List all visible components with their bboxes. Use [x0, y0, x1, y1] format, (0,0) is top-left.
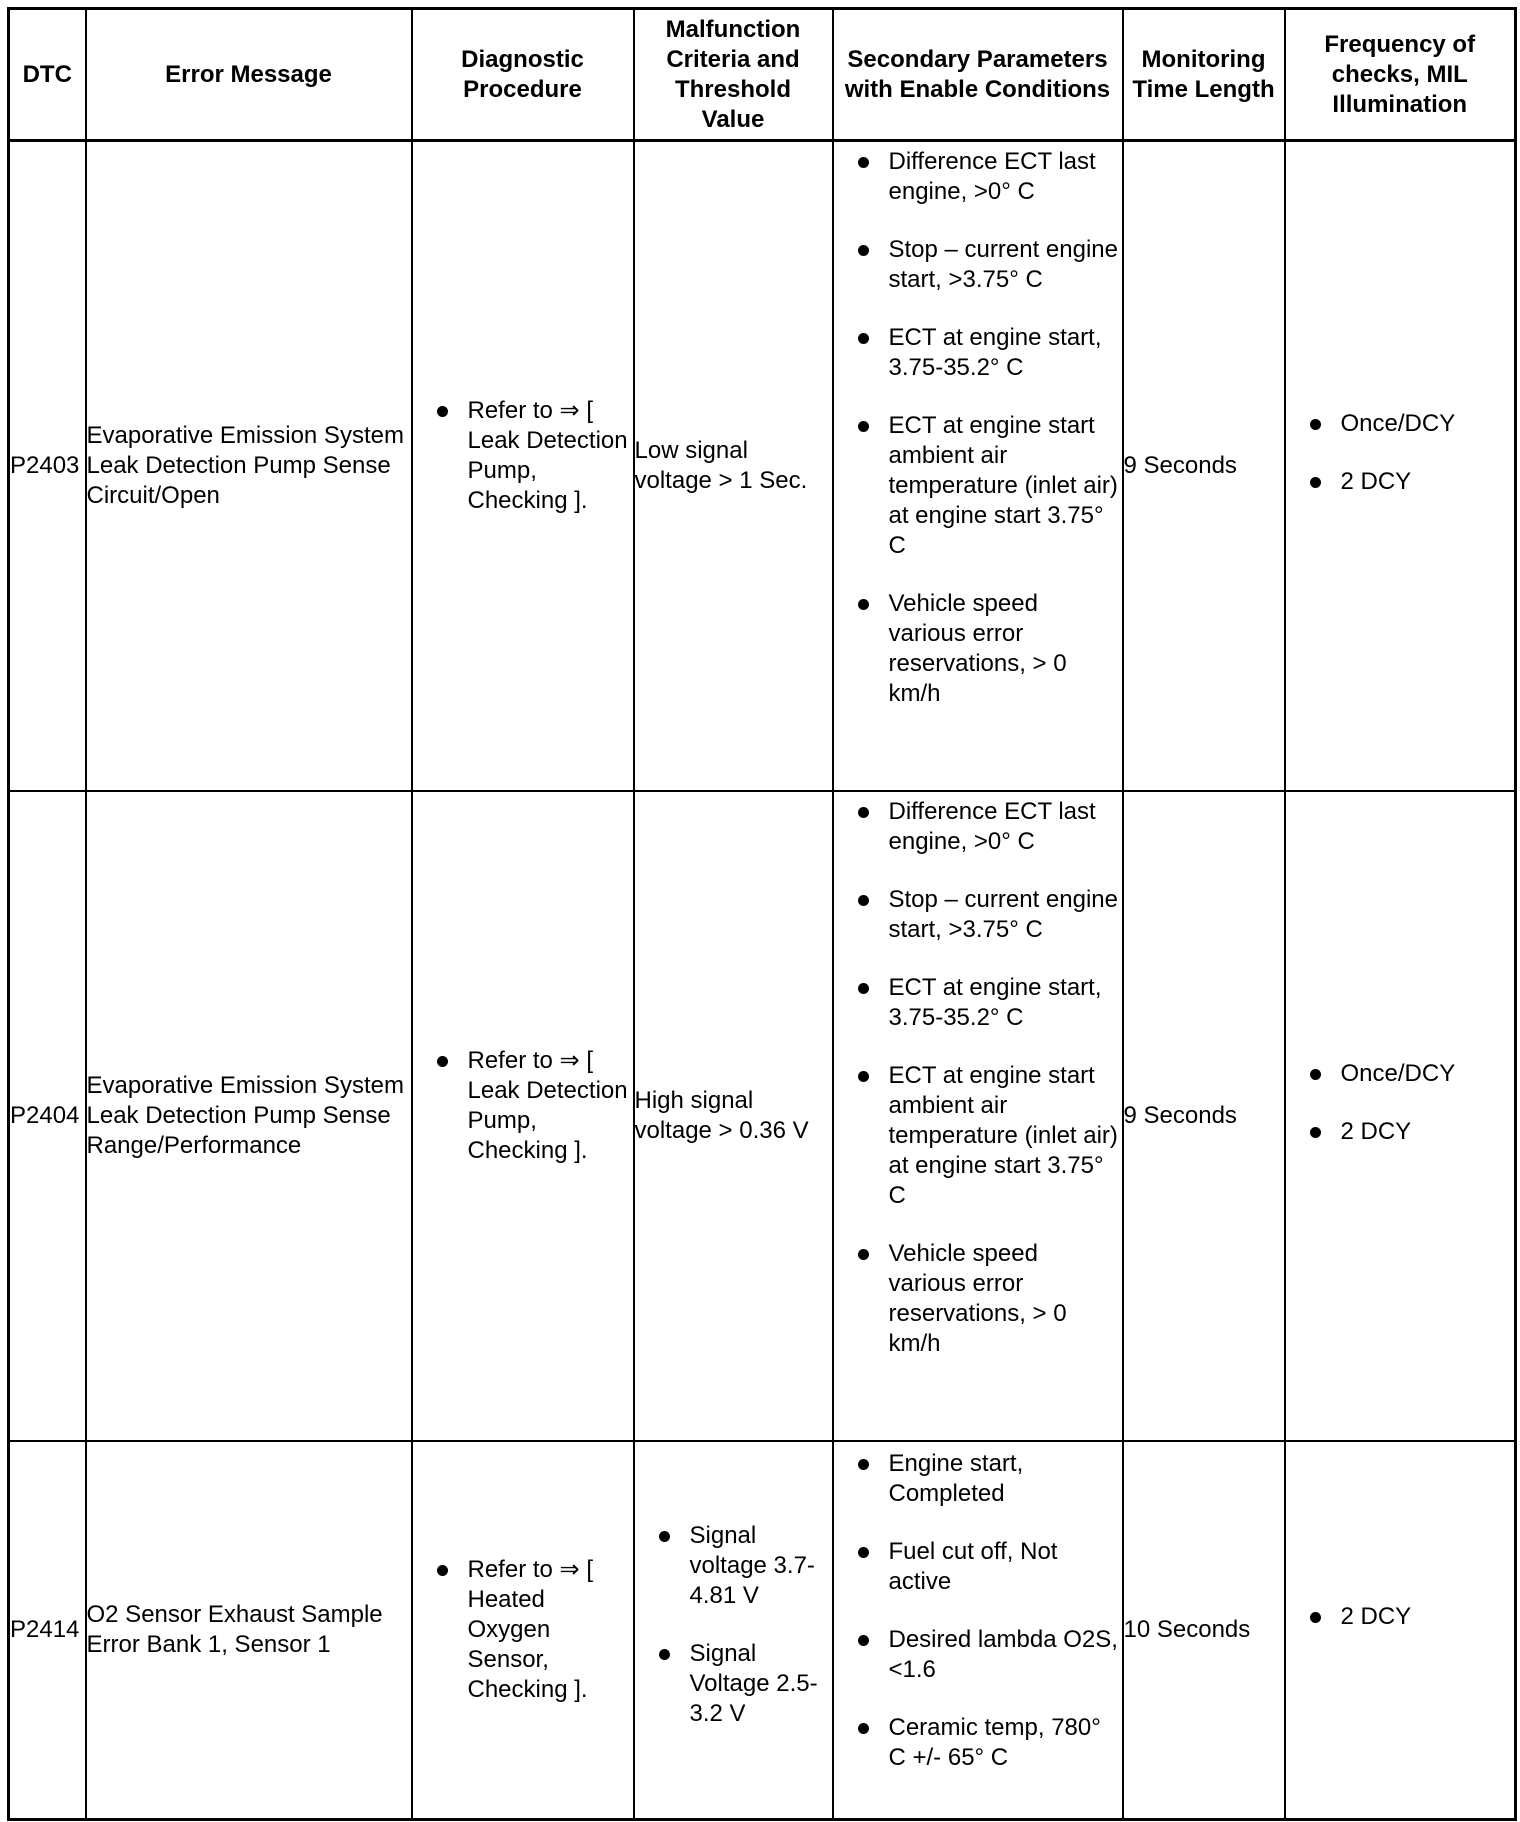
dtc-code: P2403 — [9, 141, 86, 791]
header-row — [9, 9, 1516, 141]
secondary-item: ECT at engine start ambient air temperature (inlet air) at engine start 3.75° C — [834, 1061, 1122, 1211]
diagnostic-procedure — [412, 141, 634, 791]
header-dtc: DTC — [9, 9, 86, 141]
secondary-parameters — [833, 1441, 1123, 1820]
secondary-item: Difference ECT last engine, >0° C — [834, 147, 1122, 207]
procedure-item: Refer to ⇒ [ Leak Detection Pump, Checking ]. — [413, 396, 633, 516]
secondary-item: Difference ECT last engine, >0° C — [834, 797, 1122, 857]
dtc-code: P2404 — [9, 791, 86, 1441]
error-message: Evaporative Emission System Leak Detection Pump Sense Circuit/Open — [86, 141, 412, 791]
table-row — [9, 141, 1516, 791]
frequency-item: Once/DCY — [1286, 1059, 1515, 1089]
frequency — [1285, 141, 1516, 791]
secondary-item: ECT at engine start ambient air temperature (inlet air) at engine start 3.75° C — [834, 411, 1122, 561]
secondary-item: Vehicle speed various error reservations, > 0 km/h — [834, 1239, 1122, 1359]
secondary-parameters — [833, 141, 1123, 791]
procedure-item: Refer to ⇒ [ Leak Detection Pump, Checking ]. — [413, 1046, 633, 1166]
diagnostic-procedure — [412, 791, 634, 1441]
header-secondary-parameters: Secondary Parameters with Enable Conditions — [833, 9, 1123, 141]
diagnostic-procedure — [412, 1441, 634, 1820]
secondary-item: Desired lambda O2S, <1.6 — [834, 1625, 1122, 1685]
secondary-item: Engine start, Completed — [834, 1449, 1122, 1509]
table-row — [9, 791, 1516, 1441]
secondary-item: Stop – current engine start, >3.75° C — [834, 235, 1122, 295]
frequency — [1285, 791, 1516, 1441]
secondary-item: Stop – current engine start, >3.75° C — [834, 885, 1122, 945]
malfunction-criteria: Low signal voltage > 1 Sec. — [634, 141, 833, 791]
dtc-code: P2414 — [9, 1441, 86, 1820]
secondary-item: Vehicle speed various error reservations, > 0 km/h — [834, 589, 1122, 709]
secondary-item: ECT at engine start, 3.75-35.2° C — [834, 973, 1122, 1033]
frequency-item: 2 DCY — [1286, 1602, 1515, 1632]
malfunction-criteria: High signal voltage > 0.36 V — [634, 791, 833, 1441]
header-diagnostic-procedure: Diagnostic Procedure — [412, 9, 634, 141]
monitoring-time: 9 Seconds — [1123, 141, 1285, 791]
frequency — [1285, 1441, 1516, 1820]
header-malfunction-criteria: Malfunction Criteria and Threshold Value — [634, 9, 833, 141]
frequency-item: 2 DCY — [1286, 1117, 1515, 1147]
criteria-item: Signal Voltage 2.5-3.2 V — [635, 1639, 832, 1729]
frequency-item: Once/DCY — [1286, 409, 1515, 439]
table-row — [9, 1441, 1516, 1820]
procedure-item: Refer to ⇒ [ Heated Oxygen Sensor, Checking ]. — [413, 1555, 633, 1705]
error-message: Evaporative Emission System Leak Detection Pump Sense Range/Performance — [86, 791, 412, 1441]
malfunction-criteria — [634, 1441, 833, 1820]
secondary-item: ECT at engine start, 3.75-35.2° C — [834, 323, 1122, 383]
header-frequency: Frequency of checks, MIL Illumination — [1285, 9, 1516, 141]
header-error-message: Error Message — [86, 9, 412, 141]
monitoring-time: 9 Seconds — [1123, 791, 1285, 1441]
secondary-parameters — [833, 791, 1123, 1441]
frequency-item: 2 DCY — [1286, 467, 1515, 497]
secondary-item: Ceramic temp, 780° C +/- 65° C — [834, 1713, 1122, 1773]
criteria-item: Signal voltage 3.7-4.81 V — [635, 1521, 832, 1611]
error-message: O2 Sensor Exhaust Sample Error Bank 1, Sensor 1 — [86, 1441, 412, 1820]
monitoring-time: 10 Seconds — [1123, 1441, 1285, 1820]
secondary-item: Fuel cut off, Not active — [834, 1537, 1122, 1597]
header-monitoring-time: Monitoring Time Length — [1123, 9, 1285, 141]
dtc-table — [7, 7, 1517, 1821]
